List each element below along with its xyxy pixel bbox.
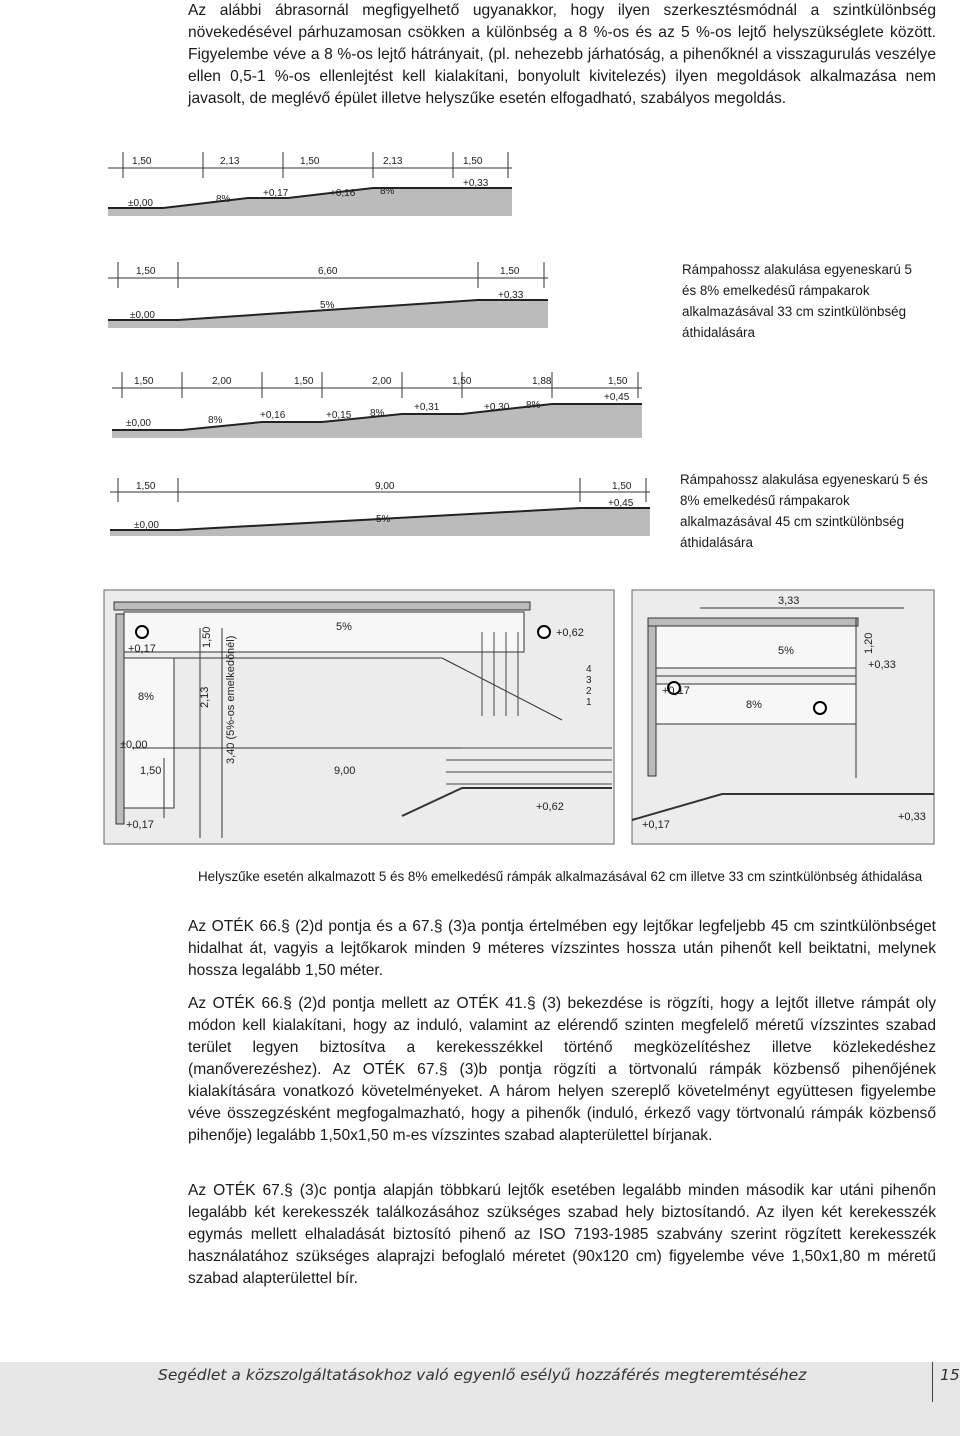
- slope-label: 8%: [370, 408, 385, 419]
- body-paragraph-1: Az OTÉK 66.§ (2)d pontja és a 67.§ (3)a pontja értelmében egy lejtőkar legfeljebb 45 cm szintkülönbséget hidalhat át, vagyis a lejtőkarok minden 9 méteres vízszintes hossza után pihenőt kell beiktatni, melynek hossza legalább 1,50 méter.: [188, 918, 936, 979]
- level-label: ±0,00: [130, 310, 155, 321]
- body-paragraph-2: Az OTÉK 66.§ (2)d pontja mellett az OTÉK 41.§ (3) bekezdése is rögzíti, hogy a lejtőt illetve rámpát oly módon kell kialakítani, hogy az induló, valamint az elérendő szinten megfelelő méretű vízszintes szabad terület legyen biztosítva a kerekesszékkel történő megközelítéshez illetve közlekedéshez (manőverezéshez). Az OTÉK 67.§ (3)b pontja rögzíti a törtvonalú rámpák közbenső pihenőjének kialakítására vonatkozó követelményeket. A három helyen szereplő követelményt együttesen figyelembe véve összegzésként megfogalmazható, hogy a pihenők (induló, érkező vagy törtvonalú rámpák közbenső pihenője) legalább 1,50x1,50 m-es vízszintes szabad alapterülettel bírjanak.: [188, 995, 936, 1144]
- dim-label: 1,50: [608, 376, 628, 387]
- section-figure-8pct-45cm: [112, 368, 642, 440]
- caption-33cm: Rámpahossz alakulása egyeneskarú 5 és 8% emelkedésű rámpakarok alkalmazásával 33 cm szintkülönbség áthidalására: [682, 262, 913, 340]
- dim-label: 1,50: [140, 765, 162, 777]
- dim-label: 1,50: [500, 266, 520, 277]
- dim-label: 1,50: [132, 156, 152, 167]
- level-label: +0,17: [642, 819, 670, 831]
- level-label: +0,33: [463, 178, 489, 189]
- slope-label: 5%: [376, 514, 391, 525]
- section-figure-8pct-33cm: [108, 148, 518, 220]
- slope-label: 8%: [138, 691, 154, 703]
- dim-label: 6,60: [318, 266, 338, 277]
- dim-label: 3,40 (5%-os emelkedőnél): [225, 635, 237, 764]
- dim-label: 2,00: [212, 376, 232, 387]
- level-label: +0,33: [898, 811, 926, 823]
- step-number: 2: [586, 686, 592, 697]
- level-label: +0,17: [128, 643, 156, 655]
- level-label: +0,31: [414, 402, 440, 413]
- level-label: +0,62: [556, 627, 584, 639]
- slope-label: 5%: [336, 621, 352, 633]
- slope-label: 5%: [320, 300, 335, 311]
- level-label: +0,45: [608, 498, 634, 509]
- slope-label: 8%: [208, 415, 223, 426]
- dim-label: 3,33: [778, 595, 800, 607]
- dim-label: 1,50: [134, 376, 154, 387]
- level-label: ±0,00: [134, 520, 159, 531]
- dim-label: 1,88: [532, 376, 552, 387]
- level-label: +0,16: [260, 410, 286, 421]
- dim-label: 9,00: [334, 765, 356, 777]
- dim-label: 2,00: [372, 376, 392, 387]
- slope-label: 8%: [380, 186, 395, 197]
- level-label: +0,17: [263, 188, 289, 199]
- slope-label: 8%: [526, 400, 541, 411]
- dim-label: 1,50: [452, 376, 472, 387]
- step-number: 1: [586, 697, 592, 708]
- caption-45cm: Rámpahossz alakulása egyeneskarú 5 és 8% emelkedésű rámpakarok alkalmazásával 45 cm szintkülönbség áthidalására: [680, 472, 928, 550]
- level-label: +0,15: [326, 410, 352, 421]
- page-number: 15: [940, 1366, 960, 1384]
- level-label: +0,30: [484, 402, 510, 413]
- step-number: 4: [586, 664, 592, 675]
- intro-paragraph: Az alábbi ábrasornál megfigyelhető ugyanakkor, hogy ilyen szerkesztésmódnál a szintkülönbség növekedésével párhuzamosan csökken a különbség a 8 %-os és az 5 %-os lejtő helyszükséglete között. Figyelembe véve a 8 %-os lejtő hátrányait, (pl. nehezebb járhatóság, a pihenőknél a visszagurulás veszélye ellen 0,5-1 %-os ellenlejtést kell kialakítani, bonyolult kivitelezés) ilyen megoldások alkalmazása nem javasolt, de meglévő épület illetve helyszűke esetén elfogadható, szabályos megoldás.: [188, 2, 936, 107]
- level-label: +0,16: [330, 188, 356, 199]
- section-figure-5pct-33cm: [108, 258, 548, 330]
- step-number: 3: [586, 675, 592, 686]
- level-label: ±0,00: [126, 418, 151, 429]
- level-label: +0,33: [498, 290, 524, 301]
- dim-label: 1,50: [300, 156, 320, 167]
- dim-label: 2,13: [220, 156, 240, 167]
- level-label: +0,62: [536, 801, 564, 813]
- slope-label: 8%: [216, 194, 231, 205]
- dim-label: 1,50: [136, 481, 156, 492]
- dim-label: 1,20: [863, 632, 875, 654]
- footer-title: Segédlet a közszolgáltatásokhoz való egyenlő esélyű hozzáférés megteremtéséhez: [158, 1366, 807, 1384]
- level-label: ±0,00: [128, 198, 153, 209]
- dim-label: 2,13: [199, 686, 211, 708]
- dim-label: 9,00: [375, 481, 395, 492]
- dim-label: 2,13: [383, 156, 403, 167]
- level-label: +0,17: [126, 819, 154, 831]
- footer-divider: [932, 1362, 933, 1402]
- slope-label: 5%: [778, 645, 794, 657]
- level-label: +0,33: [868, 659, 896, 671]
- floor-plan-figures: [102, 588, 936, 846]
- level-label: +0,45: [604, 392, 630, 403]
- slope-label: 8%: [746, 699, 762, 711]
- dim-label: 1,50: [136, 266, 156, 277]
- caption-floor-plan: Helyszűke esetén alkalmazott 5 és 8% emelkedésű rámpák alkalmazásával 62 cm illetve 33 cm szintkülönbség áthidalása: [198, 869, 923, 884]
- dim-label: 1,50: [612, 481, 632, 492]
- dim-label: 1,50: [463, 156, 483, 167]
- level-label: ±0,00: [120, 739, 148, 751]
- level-label: +0,17: [662, 685, 690, 697]
- section-figure-5pct-45cm: [110, 474, 650, 538]
- dim-label: 1,50: [201, 626, 213, 648]
- dim-label: 1,50: [294, 376, 314, 387]
- body-paragraph-3: Az OTÉK 67.§ (3)c pontja alapján többkarú lejtők esetében legalább minden második kar utáni pihenőn legalább két kerekesszék találkozásához szükséges szabad hely biztosítandó. Az ilyen két kerekesszék egymás mellett elhaladását biztosító pihenő az ISO 7193-1985 szabvány szerint rögzített kerekesszék használatához szükséges alaprajzi befoglaló méretet (90x120 cm) figyelembe véve 1,50x1,80 m méretű szabad alapterülettel bír.: [188, 1182, 936, 1287]
